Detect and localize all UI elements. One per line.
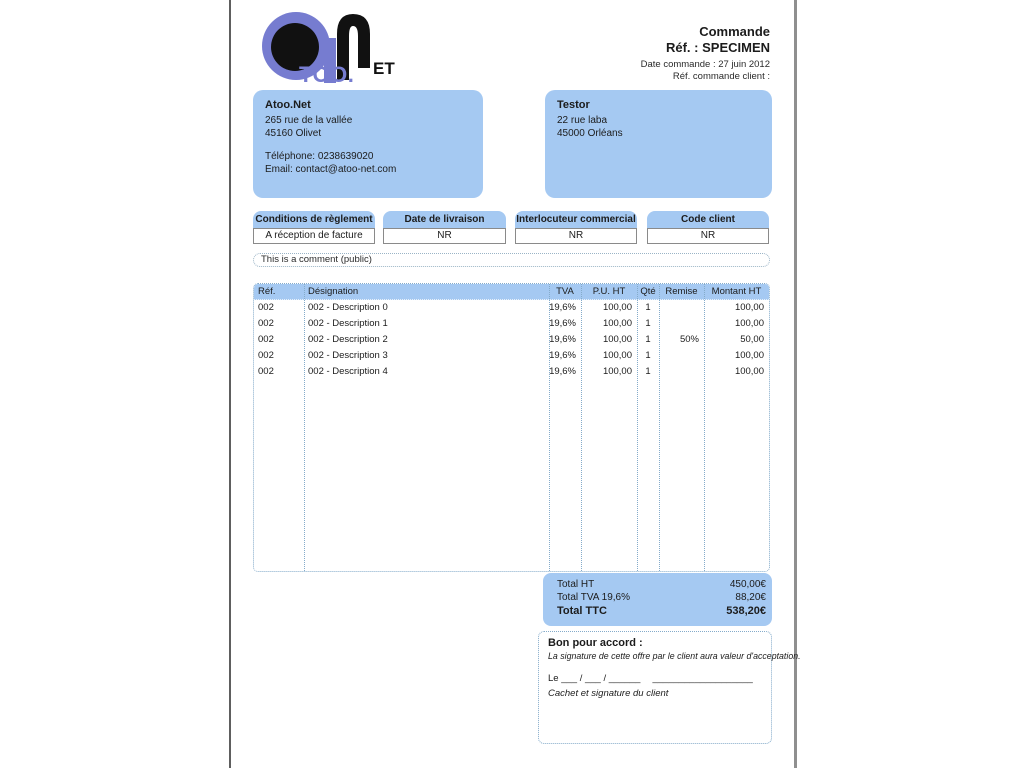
total-row [557,591,766,604]
buyer-address-box [545,90,772,198]
table-cell: 1 [645,302,651,313]
info-label: Date de livraison [383,211,506,228]
buyer-city: 45000 Orléans [557,128,623,139]
buyer-street: 22 rue laba [557,115,608,126]
table-cell: 002 [258,366,274,377]
table-cell: 002 - Description 1 [308,318,388,329]
total-row [557,578,766,591]
info-label: Code client [647,211,769,228]
total-label: Total TVA 19,6% [557,592,631,603]
total-label: Total HT [557,579,595,590]
seller-phone: Téléphone: 0238639020 [265,151,374,162]
info-value: NR [383,228,506,244]
table-cell: 002 [258,350,274,361]
column-header-remise: Remise [665,286,698,297]
document-title: Commande [699,24,770,39]
seller-city: 45160 Olivet [265,128,322,139]
table-cell: 100,00 [602,302,632,313]
date-blanks: Le ___ / ___ / ______ [548,673,641,684]
total-value: 88,20€ [735,592,766,603]
signature-date-line [548,672,762,685]
table-cell [659,300,704,316]
table-cell: 002 [258,318,274,329]
logo-too-text: TOO. [299,62,355,87]
table-cell: 50,00 [740,334,764,345]
table-row [254,364,769,380]
public-comment: This is a comment (public) [253,253,770,267]
column-header-montant-ht: Montant HT [711,286,762,297]
items-table [253,283,770,572]
table-cell: 100,00 [602,318,632,329]
table-cell: 19,6% [549,350,576,361]
column-header-tva: TVA [556,286,574,297]
signature-note: La signature de cette offre par le client aura valeur d'acceptation. [548,651,801,661]
total-value: 538,20€ [726,605,766,617]
total-row [557,604,766,618]
order-date: Date commande : 27 juin 2012 [640,59,770,70]
info-box-payment-terms [253,211,375,244]
info-label: Conditions de règlement [253,211,375,228]
info-box-sales-contact [515,211,637,244]
table-cell: 100,00 [734,318,764,329]
client-order-ref: Réf. commande client : [672,71,770,82]
table-cell: 002 - Description 3 [308,350,388,361]
table-cell: 19,6% [549,318,576,329]
items-table-body [254,300,769,572]
atoo-net-logo [253,6,413,90]
info-value: NR [515,228,637,244]
info-label: Interlocuteur commercial [515,211,637,228]
table-cell: 1 [645,334,651,345]
table-row [254,300,769,316]
logo-et-text: ET [373,59,395,78]
table-cell: 100,00 [602,334,632,345]
table-cell: 100,00 [602,350,632,361]
seller-email: Email: contact@atoo-net.com [265,164,397,175]
seller-address-box [253,90,483,198]
document-reference: Réf. : SPECIMEN [665,40,770,55]
items-table-header [254,284,769,300]
signature-caption: Cachet et signature du client [548,688,669,699]
table-cell [659,348,704,364]
spacer [265,140,471,150]
total-value: 450,00€ [729,579,766,590]
table-cell: 100,00 [734,366,764,377]
info-value: A réception de facture [253,228,375,244]
column-header-pu-ht: P.U. HT [592,286,626,297]
table-cell: 100,00 [734,302,764,313]
table-cell: 19,6% [549,302,576,313]
table-cell: 1 [645,350,651,361]
signature-box [538,631,801,744]
info-box-delivery-date [383,211,506,244]
table-cell: 002 [258,302,274,313]
table-cell: 100,00 [602,366,632,377]
info-box-client-code [647,211,769,244]
table-cell: 1 [645,366,651,377]
document-header [641,24,770,83]
seller-name: Atoo.Net [265,99,311,111]
table-cell: 100,00 [734,350,764,361]
column-header-ref: Réf. [258,286,276,297]
table-cell: 19,6% [549,334,576,345]
totals-box [543,573,772,626]
column-header-qte: Qté [640,286,656,297]
table-cell: 002 - Description 2 [308,334,388,345]
table-cell: 002 - Description 0 [308,302,388,313]
table-cell: 002 - Description 4 [308,366,388,377]
table-cell: 1 [645,318,651,329]
table-cell: 002 [258,334,274,345]
info-value: NR [647,228,769,244]
table-cell: 19,6% [549,366,576,377]
signature-blank-line: ___________________ [652,673,753,684]
total-label: Total TTC [557,605,607,617]
buyer-name: Testor [557,99,590,111]
table-cell [659,364,704,380]
table-cell [659,316,704,332]
signature-title: Bon pour accord : [548,637,643,649]
table-row [254,332,769,348]
seller-street: 265 rue de la vallée [265,115,353,126]
table-cell: 50% [679,334,699,345]
table-row [254,348,769,364]
table-row [254,316,769,332]
column-header-designation: Désignation [308,286,359,297]
document-page [229,0,801,768]
